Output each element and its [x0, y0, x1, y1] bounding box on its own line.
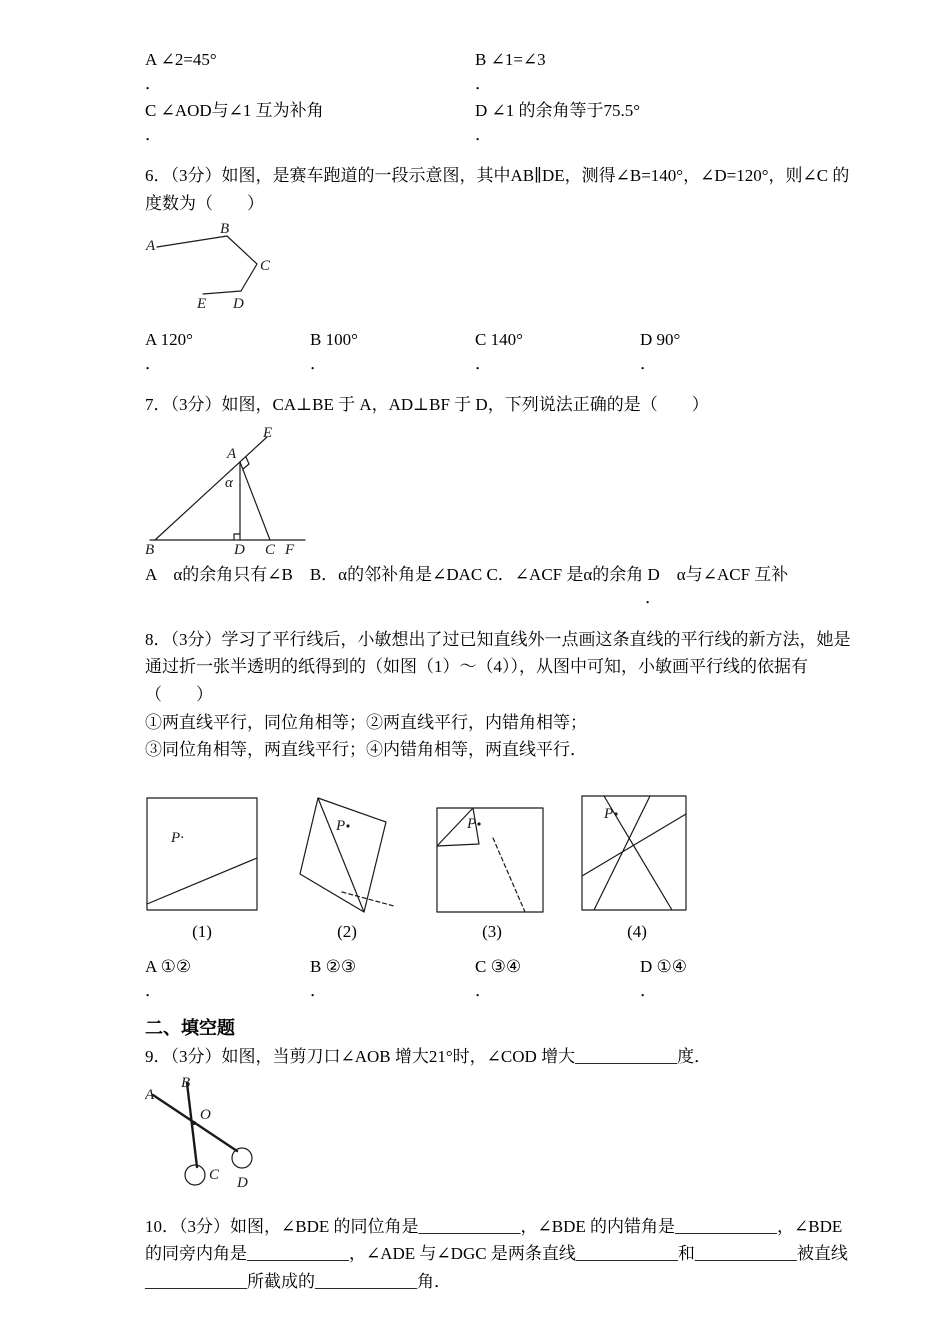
label-E: E: [197, 296, 207, 313]
answer-dot: ．: [645, 588, 662, 608]
q6-options-row: [145, 326, 860, 354]
q8-caption-3: (3): [482, 921, 502, 941]
q8-options-row: [145, 953, 860, 981]
label-D: D: [233, 296, 244, 313]
q6-stem: 6．（3分）如图，是赛车跑道的一段示意图，其中AB∥DE，测得∠B=140°，∠D=120°，则∠C 的度数为（ ）: [145, 166, 850, 213]
q5-options-row-ab: [145, 46, 860, 74]
q8-reason-line-2: ③同位角相等，两直线平行；④内错角相等，两直线平行．: [145, 740, 587, 760]
drawn-line: [147, 858, 257, 904]
right-angle-mark-D: [234, 534, 240, 540]
answer-dot: ．: [145, 124, 162, 144]
paper-square: [437, 808, 543, 912]
label-E: E: [263, 424, 273, 441]
q8-captions-row: [145, 918, 860, 946]
q9-scissors-diagram: [145, 1077, 285, 1195]
point-P-dot: [346, 824, 349, 827]
q8-caption-2: (2): [337, 921, 357, 941]
q5-option-c: C ∠AOD与∠1 互为补角: [145, 101, 324, 121]
point-P-dot: [614, 812, 617, 815]
label-D: D: [237, 1174, 248, 1191]
answer-dot: ．: [640, 353, 657, 373]
answer-dot: ．: [145, 73, 162, 93]
q8-option-c: C ③④: [475, 957, 522, 977]
q5-option-a: A ∠2=45°: [145, 50, 217, 69]
label-C: C: [260, 258, 271, 275]
answer-dot: ．: [640, 980, 657, 1000]
answer-dot: ．: [145, 980, 162, 1000]
q6-racetrack-diagram: [145, 223, 325, 318]
answer-dot: ．: [475, 353, 492, 373]
segment-AC: [240, 462, 270, 540]
q8-fold-diagram-2: [290, 794, 404, 916]
q8-stem: 8．（3分）学习了平行线后，小敏想出了过已知直线外一点画这条直线的平行线的新方法，她是通过折一张半透明的纸得到的（如图（1）～（4）），从图中可知，小敏画平行线的依据有（ ）: [145, 629, 851, 704]
q8-option-d: D ①④: [640, 957, 688, 977]
q8-caption-4: (4): [627, 921, 647, 941]
label-B: B: [145, 541, 155, 557]
answer-dot: ．: [475, 980, 492, 1000]
label-F: F: [285, 541, 295, 557]
label-A: A: [146, 238, 156, 255]
label-P: P: [467, 815, 477, 832]
q7-answers-line: A α的余角只有∠B B．α的邻补角是∠DAC C．∠ACF 是α的余角 D α与∠ACF 互补: [145, 564, 789, 584]
pivot-point-O: [192, 1121, 196, 1125]
answer-dot: ．: [145, 353, 162, 373]
label-P: P: [336, 817, 346, 834]
label-P: P: [604, 805, 614, 822]
q5-option-b: B ∠1=∠3: [475, 50, 546, 69]
answer-dot: ．: [475, 124, 492, 144]
q6-dots: [145, 354, 860, 374]
q7-dot: [145, 588, 860, 608]
racetrack-segment-de: [203, 291, 241, 294]
q8-figures-row: [145, 794, 860, 916]
folded-paper-outline: [300, 798, 386, 912]
paper-square: [582, 796, 686, 910]
label-P: P·: [171, 829, 184, 846]
label-C: C: [265, 541, 276, 557]
q5-option-d: D ∠1 的余角等于75.5°: [475, 101, 641, 121]
q5-options-row-cd: [145, 97, 860, 125]
q8-caption-1: (1): [192, 921, 212, 941]
q8-option-a: A ①②: [145, 957, 192, 977]
scissors-handle-ring-1: [185, 1165, 205, 1185]
q6-option-c: C 140°: [475, 330, 523, 350]
q6-option-d: D 90°: [640, 330, 681, 350]
label-C: C: [209, 1166, 220, 1183]
q9-figure: [145, 1077, 860, 1195]
crease-line-3: [594, 796, 650, 910]
crease-line-2: [582, 814, 686, 876]
q8-reason-line-1: ①两直线平行，同位角相等；②两直线平行，内错角相等；: [145, 712, 587, 732]
label-A: A: [227, 445, 237, 462]
q5-dots-cd: [145, 125, 860, 145]
crease-line-1: [604, 796, 672, 910]
q10-stem: 10．（3分）如图，∠BDE 的同位角是____________，∠BDE 的内错角是____________，∠BDE 的同旁内角是____________，∠ADE 与∠DGC 是两条直线____________和____________被直线____________所截成的____________角．: [145, 1216, 848, 1291]
q6-figure: [145, 223, 860, 318]
racetrack-path: [157, 236, 257, 291]
scissors-handle-ring-2: [232, 1148, 252, 1168]
fold-crease: [318, 798, 364, 912]
label-B: B: [220, 223, 230, 238]
q8-fold-diagram-3: [435, 794, 549, 916]
label-D: D: [234, 541, 245, 557]
hidden-crease: [493, 838, 525, 912]
q8-fold-diagram-1: [145, 794, 259, 916]
answer-dot: ．: [475, 73, 492, 93]
scissors-blade-2: [187, 1083, 197, 1167]
answer-dot: ．: [310, 980, 327, 1000]
label-B: B: [181, 1076, 191, 1091]
q7-triangle-diagram: [145, 425, 325, 557]
q6-option-a: A 120°: [145, 330, 193, 350]
label-A: A: [145, 1086, 155, 1103]
paper-square: [147, 798, 257, 910]
q5-dots-ab: [145, 74, 860, 94]
label-O: O: [200, 1106, 211, 1123]
q8-option-b: B ②③: [310, 957, 357, 977]
q8-fold-diagram-4: [580, 794, 694, 916]
label-alpha: α: [225, 474, 233, 491]
q8-dots: [145, 981, 860, 1001]
q7-stem: 7．（3分）如图，CA⊥BE 于 A，AD⊥BF 于 D，下列说法正确的是（ ）: [145, 395, 709, 415]
answer-dot: ．: [310, 353, 327, 373]
q6-option-b: B 100°: [310, 330, 358, 350]
q9-stem: 9．（3分）如图，当剪刀口∠AOB 增大21°时，∠COD 增大____________度．: [145, 1047, 712, 1067]
point-P-dot: [477, 822, 480, 825]
section-2-title: 二、填空题: [145, 1018, 235, 1039]
q7-figure: [145, 425, 860, 557]
